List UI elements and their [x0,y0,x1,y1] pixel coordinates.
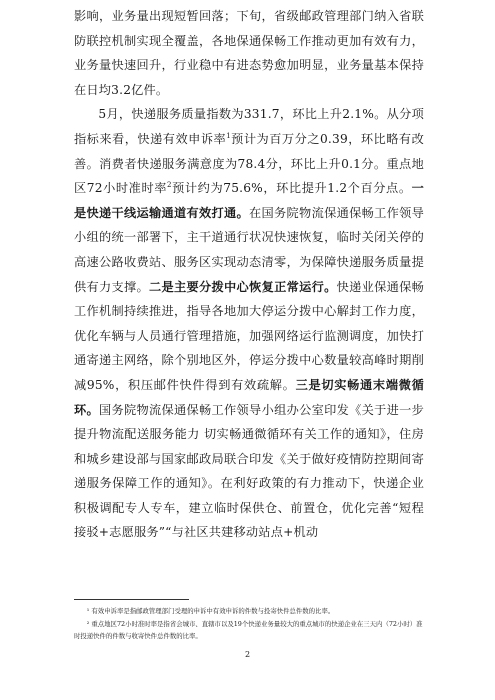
footnote-2: ² 重点地区72小时准时率是指省会城市、直辖市以及19个快递业务量较大的重点城市的快递企业在三天内（72小时）准时投递快件的件数与收寄快件总件数的比率。 [74,619,423,640]
footnote-marker-1: 1 [226,131,231,140]
paragraph-2 [74,102,424,545]
text-segment: 5月，快递服务质量指数为331.7，环比上升2.1%。从分项指标来看，快递有效申诉率 [74,107,424,146]
footnote-marker-2: 2 [167,181,172,190]
body-text [74,4,424,545]
text-segment: 预计为百万分之0.39，环比略有改善。消费者快递服务满意度为78.4分，环比上升0.1分。重点地区72小时准时率 [74,131,424,196]
footnotes [74,605,424,643]
bold-point-2: 二是主要分拨中心恢复正常运行。 [149,279,337,294]
footnote-divider [74,599,189,600]
bold-point-1: 一是快递干线运输通道有效打通。 [74,181,424,220]
text-segment: 快递业保通保畅工作机制持续推进，指导各地加大停运分拨中心解封工作力度，优化车辆与人员通行管理措施，加强网络运行监测调度，加快打通寄递主网络，除个别地区外，停运分拨中心数量较高峰时期削减95%，积压邮件快件得到有效疏解。 [74,279,425,392]
paragraph-1: 影响，业务量出现短暂回落；下旬，省级邮政管理部门纳入省联防联控机制实现全覆盖，各地保通保畅工作推动更加有效有力，业务量快速回升，行业稳中有进态势愈加明显，业务量基本保持在日均3.2亿件。 [74,9,424,97]
page-number: 2 [244,650,251,659]
text-segment: 预计约为75.6%，环比提升1.2个百分点。 [171,181,412,196]
text-segment: 国务院物流保通保畅工作领导小组办公室印发《关于进一步提升物流配送服务能力 切实畅通微循环有关工作的通知》，住房和城乡建设部与国家邮政局联合印发《关于做好疫情防控期间寄递服务保障工作的通知》。在利好政策的有力推动下，快递企业积极调配专人专车，建立临时保供仓、前置仓，优化完善“短程接驳+志愿服务”“与社区共建移动站点+机动 [74,402,424,540]
text-segment: 在国务院物流保通保畅工作领导小组的统一部署下，主干道通行状况快速恢复，临时关闭关停的高速公路收费站、服务区实现动态清零，为保障快递服务质量提供有力支撑。 [74,205,424,294]
bold-point-3: 三是切实畅通末端微循环。 [74,377,424,417]
footnote-1: ¹ 有效申诉率是指邮政管理部门受理的申诉中有效申诉的件数与投寄快件总件数的比率。 [86,607,335,615]
